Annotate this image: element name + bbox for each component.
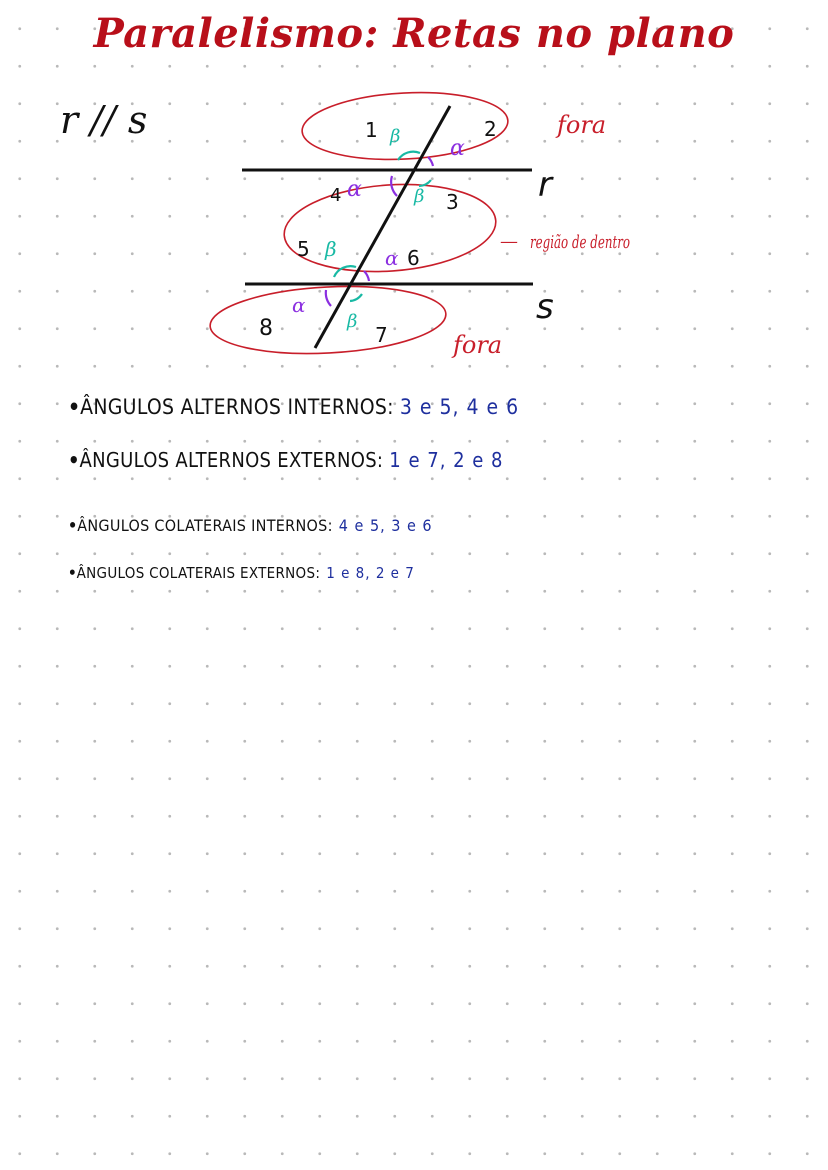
region-label-bottom: fora <box>453 331 503 359</box>
bullet: • <box>68 395 81 419</box>
note-collateral-exterior <box>68 564 415 582</box>
note-label: ÂNGULOS COLATERAIS INTERNOS: <box>77 516 333 535</box>
region-label-inner: região de dentro <box>530 232 631 253</box>
angle-number-7: 7 <box>375 323 388 347</box>
note-pairs: 3 e 5, 4 e 6 <box>399 395 520 419</box>
bullet: • <box>68 516 78 535</box>
note-collateral-interior <box>68 516 433 535</box>
beta-label-5: β <box>325 237 337 261</box>
transversal-line <box>315 106 450 348</box>
note-label: ÂNGULOS ALTERNOS EXTERNOS: <box>79 448 384 472</box>
angle-number-2: 2 <box>484 117 497 141</box>
note-label: ÂNGULOS COLATERAIS EXTERNOS: <box>76 564 321 582</box>
bullet: • <box>68 448 80 472</box>
angle-arc-4 <box>391 176 397 196</box>
note-alternate-interior <box>68 395 519 419</box>
transversal-diagram <box>0 0 828 380</box>
angle-number-3: 3 <box>446 190 459 214</box>
note-pairs: 1 e 8, 2 e 7 <box>326 564 415 582</box>
angle-number-6: 6 <box>407 246 420 270</box>
angle-arc-6 <box>364 271 369 281</box>
beta-label-3: β <box>414 186 425 207</box>
line-s-label: s <box>536 287 554 327</box>
line-r-label: r <box>538 165 552 205</box>
angle-number-1: 1 <box>365 118 378 142</box>
region-dash: — <box>500 231 518 252</box>
angle-arc-8 <box>326 290 331 306</box>
page-title: Paralelismo: Retas no plano <box>93 10 735 57</box>
parallel-notation: r // s <box>60 98 148 142</box>
alpha-label-4: α <box>347 177 362 202</box>
beta-label-7: β <box>347 311 358 332</box>
angle-number-8: 8 <box>259 316 273 341</box>
alpha-label-2: α <box>450 136 465 161</box>
outer-region-bottom <box>208 281 447 359</box>
note-label: ÂNGULOS ALTERNOS INTERNOS: <box>80 395 394 419</box>
region-label-top: fora <box>557 111 607 139</box>
angle-number-5: 5 <box>297 237 310 261</box>
angle-arc-2 <box>428 157 433 166</box>
angle-number-4: 4 <box>330 185 342 206</box>
note-alternate-exterior <box>68 448 504 472</box>
beta-label-1: β <box>390 126 401 147</box>
bullet: • <box>68 564 77 582</box>
note-pairs: 1 e 7, 2 e 8 <box>389 448 504 472</box>
alpha-label-8: α <box>292 293 306 317</box>
alpha-label-6: α <box>385 246 399 270</box>
note-pairs: 4 e 5, 3 e 6 <box>338 516 433 535</box>
angle-arc-7 <box>350 294 362 301</box>
